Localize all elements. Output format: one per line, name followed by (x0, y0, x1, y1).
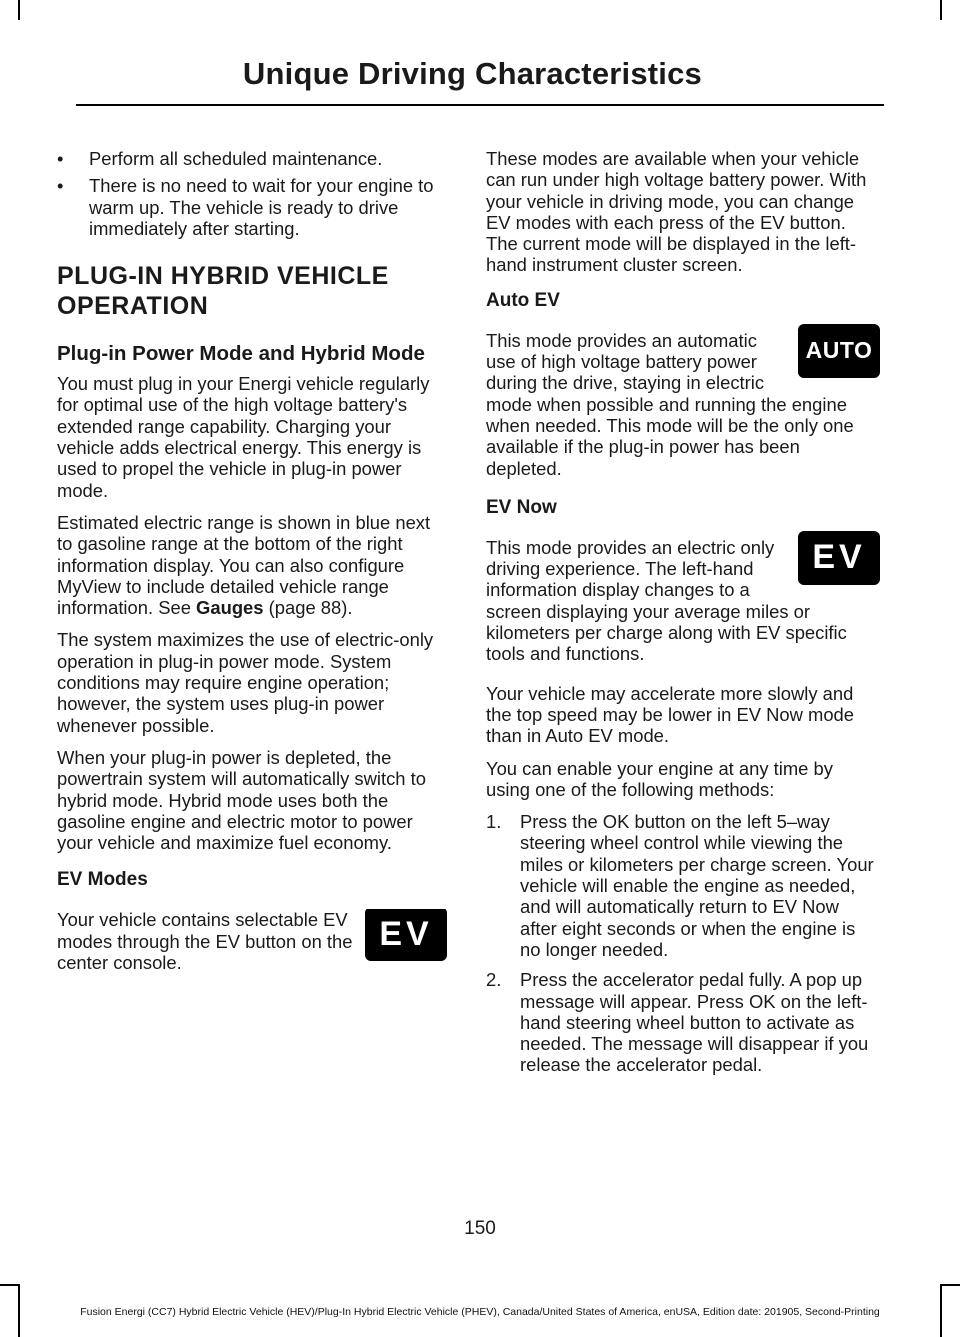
list-item (57, 148, 447, 169)
paragraph-enable-engine: You can enable your engine at any time by using one of the following methods: (486, 757, 833, 800)
list-item (486, 811, 880, 960)
paragraph-plug-in: You must plug in your Energi vehicle regularly for optimal use of the high voltage battery's extended range capability. Charging your vehicle adds electrical energy. This energy is used to propel the vehicle in plug-in power mode. (57, 373, 430, 501)
ev-now-text: This mode provides an electric only driving experience. The left-hand information display changes to a screen displaying your average miles or kilometers per charge along with EV specific tools and functions. (486, 536, 847, 665)
page-reference: (page 88). (268, 597, 353, 619)
step-text: Press the OK button on the left 5–way steering wheel control while viewing the miles or kilometers per charge screen. Your vehicle will enable the engine as needed, and will automatically return to EV Now after eight seconds or when the engine is no longer needed. (520, 811, 874, 960)
page-header-title: Unique Driving Characteristics (242, 56, 702, 91)
step-text: Press the accelerator pedal fully. A pop up message will appear. Press OK on the left-hand steering wheel button to activate as needed. The message will disappear if you release the accelerator pedal. (520, 969, 869, 1076)
ev-button-icon: EV (365, 909, 447, 961)
paragraph-range-text: Estimated electric range is shown in blue next to gasoline range at the bottom of the right information display. You can also configure MyView to include detailed vehicle range information. See (57, 511, 431, 619)
crop-mark-top-right (940, 0, 942, 20)
list-item (57, 175, 447, 239)
ev-modes-text: Your vehicle contains selectable EV modes through the EV button on the center console. (57, 909, 353, 974)
auto-ev-text: This mode provides an automatic use of high voltage battery power during the drive, staying in electric mode when possible and running the engine when needed. This mode will be the only one available if the plug-in power has been depleted. (486, 329, 854, 479)
bullet-mark: • (57, 148, 64, 169)
section-heading-line1: PLUG-IN HYBRID VEHICLE (57, 262, 389, 291)
bullet-text: There is no need to wait for your engine to warm up. The vehicle is ready to drive immediately after starting. (89, 175, 434, 239)
ev-modes-block (57, 909, 447, 984)
auto-ev-block (486, 330, 880, 479)
ev-now-heading: EV Now (486, 496, 557, 518)
crop-mark-bottom-left (0, 1284, 18, 1286)
ev-button-icon-wrap (365, 909, 447, 961)
gauges-reference-link[interactable]: Gauges (196, 597, 264, 619)
step-number: 2. (486, 969, 502, 991)
paragraph-depleted: When your plug-in power is depleted, the powertrain system will automatically switch to hybrid mode. Hybrid mode uses both the gasoline engine and electric motor to power your vehicle and maximize fuel economy. (57, 746, 426, 854)
left-column (57, 148, 447, 984)
list-item (486, 969, 880, 1075)
section-heading (57, 261, 447, 321)
paragraph-range (57, 512, 447, 618)
crop-mark-bottom-right (942, 1284, 960, 1286)
right-column (486, 148, 880, 1085)
paragraph-accelerate: Your vehicle may accelerate more slowly and the top speed may be lower in EV Now mode than in Auto EV mode. (486, 682, 855, 747)
ev-now-icon-wrap (798, 531, 880, 585)
auto-ev-heading: Auto EV (486, 289, 560, 311)
bullet-text: Perform all scheduled maintenance. (89, 148, 383, 169)
crop-mark-top-left (18, 0, 20, 20)
step-number: 1. (486, 811, 502, 833)
paragraph-modes-intro: These modes are available when your vehicle can run under high voltage battery power. With your vehicle in driving mode, you can change EV modes with each press of the EV button. The current mode will be displayed in the left-hand instrument cluster screen. (486, 148, 867, 276)
steps-list (486, 811, 880, 1076)
section-heading-line2: OPERATION (57, 292, 209, 321)
auto-icon: AUTO (798, 324, 880, 378)
ev-icon: EV (798, 531, 880, 585)
sub-heading-plugin-power: Plug-in Power Mode and Hybrid Mode (57, 342, 425, 366)
paragraph-maximize: The system maximizes the use of electric-only operation in plug-in power mode. System conditions may require engine operation; however, the system uses plug-in power whenever possible. (57, 629, 434, 736)
ev-modes-heading: EV Modes (57, 869, 148, 891)
auto-icon-wrap (798, 324, 880, 378)
header-rule (76, 104, 884, 106)
ev-now-block (486, 537, 880, 665)
bullet-list (57, 148, 447, 239)
page-number: 150 (464, 1218, 496, 1239)
bullet-mark: • (57, 175, 64, 197)
footer-edition-note: Fusion Energi (CC7) Hybrid Electric Vehicle (HEV)/Plug-In Hybrid Electric Vehicle (PHEV), Canada/United States of America, enUSA, Edition date: 201905, Second-Printing (80, 1306, 880, 1318)
